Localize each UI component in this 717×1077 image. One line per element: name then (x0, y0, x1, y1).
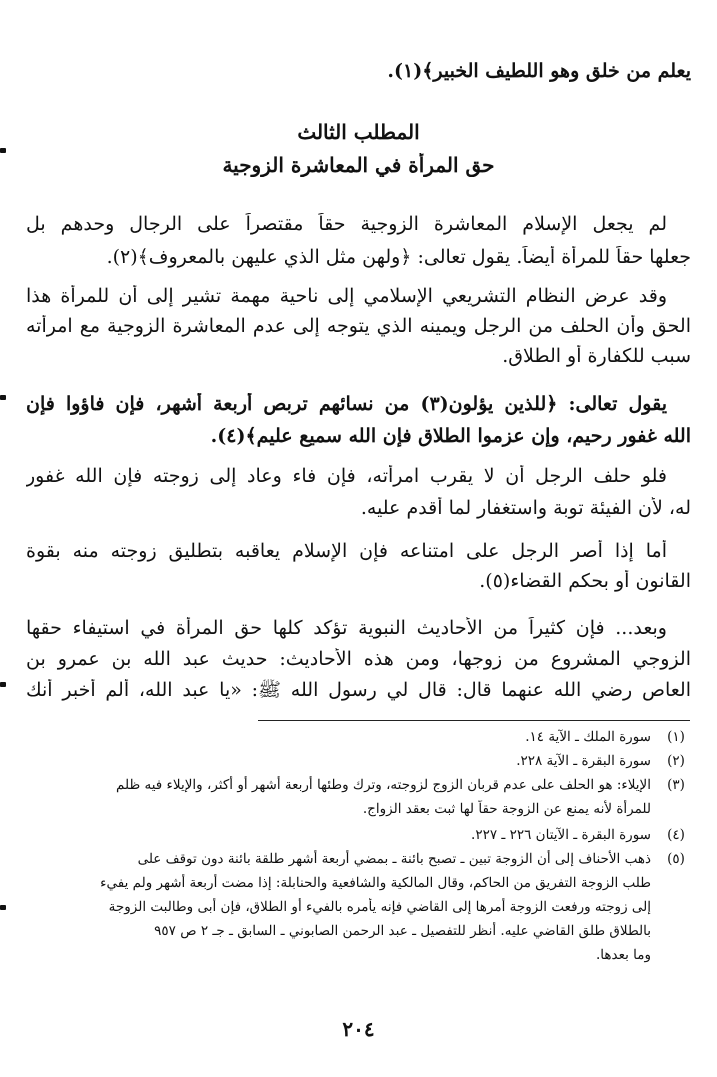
paragraph-1-line-1: لم يجعل الإسلام المعاشرة الزوجية حقاً مقتصراً على الرجال وحدهم بل (26, 213, 667, 235)
footnote-4-text: سورة البقرة ـ الآيتان ٢٢٦ ـ ٢٢٧. (471, 827, 651, 843)
paragraph-2-line-2: الحق وأن الحلف من الرجل ويمينه الذي يتوجه إلى عدم المعاشرة الزوجية مع امرأته (26, 315, 691, 337)
footnote-5-text-line-4: بالطلاق طلق القاضي عليه. أنظر للتفصيل ـ عبد الرحمن الصابوني ـ السابق ـ جـ ٢ ص ٩٥٧ (154, 923, 651, 939)
binding-mark (0, 682, 6, 687)
continued-verse-line: يعلم من خلق وهو اللطيف الخبير﴾(١). (387, 60, 691, 82)
footnote-divider (258, 720, 690, 721)
section-subheading: حق المرأة في المعاشرة الزوجية (222, 153, 495, 177)
footnote-1-number: (١) (667, 729, 685, 745)
binding-mark (0, 148, 6, 153)
paragraph-2-line-1: وقد عرض النظام التشريعي الإسلامي إلى ناحية مهمة تشير إلى أن للمرأة هذا (26, 285, 667, 307)
paragraph-6-line-1: وبعد... فإن كثيراً من الأحاديث النبوية تؤكد كلها حق المرأة في استيفاء حقها (26, 617, 667, 639)
footnote-3-number: (٣) (667, 777, 685, 793)
footnote-3-text-line-2: للمرأة لأنه يمنع عن الزوجة حقاً لها ثبت بعقد الزواج. (362, 801, 651, 817)
paragraph-5-line-1: أما إذا أصر الرجل على امتناعه فإن الإسلام يعاقبه بتطليق زوجته منه بقوة (26, 540, 667, 562)
paragraph-4-line-1: فلو حلف الرجل أن لا يقرب امرأته، فإن فاء وعاد إلى زوجته فإن الله غفور (26, 465, 667, 487)
paragraph-4-line-2: له، لأن الفيئة توبة واستغفار لما أقدم عليه. (360, 497, 691, 519)
paragraph-2-line-3: سبب للكفارة أو الطلاق. (502, 345, 691, 367)
footnote-2-number: (٢) (667, 753, 685, 769)
paragraph-5-line-2: القانون أو بحكم القضاء(٥). (479, 570, 691, 592)
footnote-4-number: (٤) (667, 827, 685, 843)
footnote-5-text-line-2: طلب الزوجة التفريق من الحاكم، وقال المالكية والشافعية والحنابلة: إذا مضت أربعة أشهر ولم يفيء (100, 875, 651, 891)
footnote-1-text: سورة الملك ـ الآية ١٤. (525, 729, 651, 745)
footnote-5-text-line-5: وما بعدها. (595, 947, 651, 963)
binding-mark (0, 905, 6, 910)
footnote-2-text: سورة البقرة ـ الآية ٢٢٨. (516, 753, 651, 769)
footnote-5-text-line-1: ذهب الأحناف إلى أن الزوجة تبين ـ تصبح بائنة ـ بمضي أربعة أشهر طلقة بائنة دون توقف على (137, 851, 651, 867)
paragraph-3-line-2: الله غفور رحيم، وإن عزموا الطلاق فإن الله سميع عليم﴾(٤). (210, 425, 691, 447)
paragraph-3-line-1: يقول تعالى: ﴿للذين يؤلون(٣) من نسائهم تربص أربعة أشهر، فإن فاؤوا فإن (26, 393, 667, 415)
footnote-5-number: (٥) (667, 851, 685, 867)
page-number: ٢٠٤ (342, 1017, 375, 1041)
paragraph-6-line-3: العاص رضي الله عنهما قال: قال لي رسول الله ﷺ: «يا عبد الله، ألم أُخبر أنك (26, 679, 691, 701)
paragraph-6-line-2: الزوجي المشروع من زوجها، ومن هذه الأحاديث: حديث عبد الله بن عمرو بن (26, 648, 691, 670)
section-heading: المطلب الثالث (297, 120, 420, 144)
footnote-3-text-line-1: الإيلاء: هو الحلف على عدم قربان الزوج لزوجته، وترك وطئها أربعة أشهر أو أكثر، والإيلاء فيه ظلم (116, 777, 651, 793)
paragraph-1-line-2: جعلها حقاً للمرأة أيضاً. يقول تعالى: ﴿ولهن مثل الذي عليهن بالمعروف﴾(٢). (106, 246, 691, 268)
footnote-5-text-line-3: إلى زوجته ورفعت الزوجة أمرها إلى القاضي فإنه يأمره بالفيء أو الطلاق، فإن أبى وطالبت الزوجة (108, 899, 651, 915)
binding-mark (0, 395, 6, 400)
